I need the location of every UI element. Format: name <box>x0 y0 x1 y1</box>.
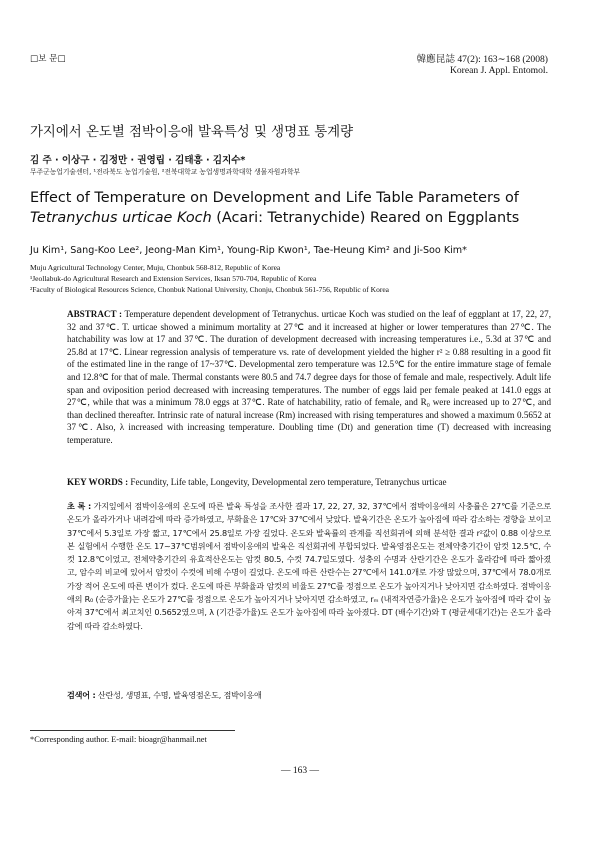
abstract <box>67 308 551 447</box>
keywords-text: Fecundity, Life table, Longevity, Developmental zero temperature, Tetranychus urticae <box>130 477 447 487</box>
affiliations-english <box>30 262 389 296</box>
affiliation-2: ¹Jeollabuk-do Agricultural Research and Extension Services, Iksan 570-704, Republic of Korea <box>30 274 317 284</box>
section-label: □보 문□ <box>30 54 66 64</box>
keywords-label: KEY WORDS : <box>67 477 129 487</box>
title-species: Tetranychus urticae Koch <box>30 210 212 226</box>
journal-citation-kor: 韓應昆誌 47(2): 163∼168 (2008) <box>416 54 548 65</box>
authors-korean <box>30 152 245 166</box>
page-number: — 163 — <box>281 766 319 776</box>
abstract-text: Temperature dependent development of Tetranychus. urticae Koch was studied on the leaf of eggplant at 17, 22, 27, 32 and 37℃. T. urticae showed a minimum mortality at 27℃ and it increased at higher or lower temperatures than 27℃. The hatchability was low at 17 and 37℃. The duration of development decreased with increasing temperatures i.e., 5.3d at 37℃ and 25.8d at 17℃. Linear regression analysis of temperature vs. rate of development yielded the higher r² ≥ 0.88 resulting in a good fit of the estimated line in the range of 17~37℃. Developmental zero temperature was 12.5℃ for the entire immature stage of female and 12.8℃ for that of male. Thermal constants were 80.5 and 74.7 degree days for those of female and male, respectively. Adult life span and oviposition period decreased with increasing temperatures. The number of eggs laid per female peaked at 141.0 eggs at 27℃, while that was a minimum 78.0 eggs at 37℃. Rate of hatchability, ratio of female, and R₀ were increased up to 27℃, and than declined thereafter. Intrinsic rate of natural increase (Rm) increased with rising temperatures and showed a maximum 0.5652 at 37℃. Also, λ increased with increasing temperature. Doubling time (Dt) and generation time (T) decreased with increasing temperature. <box>67 309 551 445</box>
title-english-line2 <box>30 208 575 228</box>
authors-english: Ju Kim¹, Sang-Koo Lee², Jeong-Man Kim¹, Young-Rip Kwon¹, Tae-Heung Kim² and Ji-Soo Kim* <box>30 245 467 256</box>
affiliation-korean: 무주군농업기술센터, ¹전라북도 농업기술원, ²전북대학교 농업생명과학대학 생물자원과학부 <box>30 168 301 176</box>
footnote-rule <box>30 730 235 731</box>
authors-korean-names: 김 주 · 이상구 · 김정만 · 권영립 · 김태흥 · 김지수* <box>30 155 246 166</box>
korean-keywords-text: 산란성, 생명표, 수명, 발육영점온도, 점박이응애 <box>97 690 262 700</box>
footnote: *Corresponding author. E-mail: bioagr@hanmail.net <box>30 735 207 744</box>
korean-abstract-label: 초 록 : <box>67 501 92 511</box>
journal-name-eng: Korean J. Appl. Entomol. <box>449 65 548 76</box>
korean-abstract <box>67 500 551 633</box>
keywords <box>67 476 551 489</box>
title-korean: 가지에서 온도별 점박이응애 발육특성 및 생명표 통계량 <box>30 125 354 140</box>
affiliation-1: Muju Agricultural Technology Center, Muju, Chonbuk 568-812, Republic of Korea <box>30 263 281 272</box>
korean-keywords <box>67 689 551 702</box>
title-english-line1: Effect of Temperature on Development and Life Table Parameters of <box>30 190 519 206</box>
affiliation-3: ²Faculty of Biological Resources Science, Chonbuk National University, Chonju, Chonbuk 561-756, Republic of Korea <box>30 285 389 295</box>
title-english <box>30 188 575 228</box>
korean-keywords-label: 검색어 : <box>67 690 96 700</box>
korean-abstract-text: 가지잎에서 점박이응애의 온도에 따른 발육 특성을 조사한 결과 17, 22, 27, 32, 37℃에서 점박이응애의 사충률은 27℃를 기준으로 온도가 올라가거나 내려감에 따라 증가하였고, 부화율은 17℃와 37℃에서 낮았다. 발육기간은 온도가 높아짐에 따라 감소하는 경향을 보이고 37℃에서 5.3일로 가장 짧고, 17℃에서 25.8일로 가장 길었다. 온도와 발육률의 관계를 직선회귀에 의해 분석한 결과 r²값이 0.88 이상으로 본 실험에서 수행한 온도 17~37℃범위에서 점박이응애의 발육은 직선회귀에 부합되었다. 발육영점온도는 전체약충기간이 암컷 12.5℃, 수컷 12.8℃이었고, 전체약충기간의 유효적산온도는 암컷 80.5, 수컷 74.7일도였다. 성충의 수명과 산란기간은 온도가 올라감에 따라 짧아졌고, 암수의 비교에 있어서 암컷이 수컷에 비해 수명이 길었다. 온도에 따른 산란수는 27℃에서 141.0개로 가장 많았으며, 37℃에서 78.0개로 가장 적어 온도에 따른 변이가 컸다. 온도에 따른 부화율과 암컷의 비율도 27℃를 정점으로 온도가 높아지거나 낮아지면 감소하였다. 점박이응애의 R₀ (순증가율)는 온도가 27℃를 정점으로 온도가 높아지거나 낮아지면 감소하였고, rₘ (내적자연증가율)은 온도가 높아짐에 따라 같이 높아져 37℃에서 최고치인 0.5652였으며, λ (기간증가율)도 온도가 높아짐에 따라 높아졌다. DT (배수기간)와 T (평균세대기간)는 온도가 올라감에 따라 감소하였다. <box>67 501 552 631</box>
title-english-rest: (Acari: Tetranychide) Reared on Eggplants <box>211 210 520 226</box>
abstract-label: ABSTRACT : <box>67 309 122 319</box>
